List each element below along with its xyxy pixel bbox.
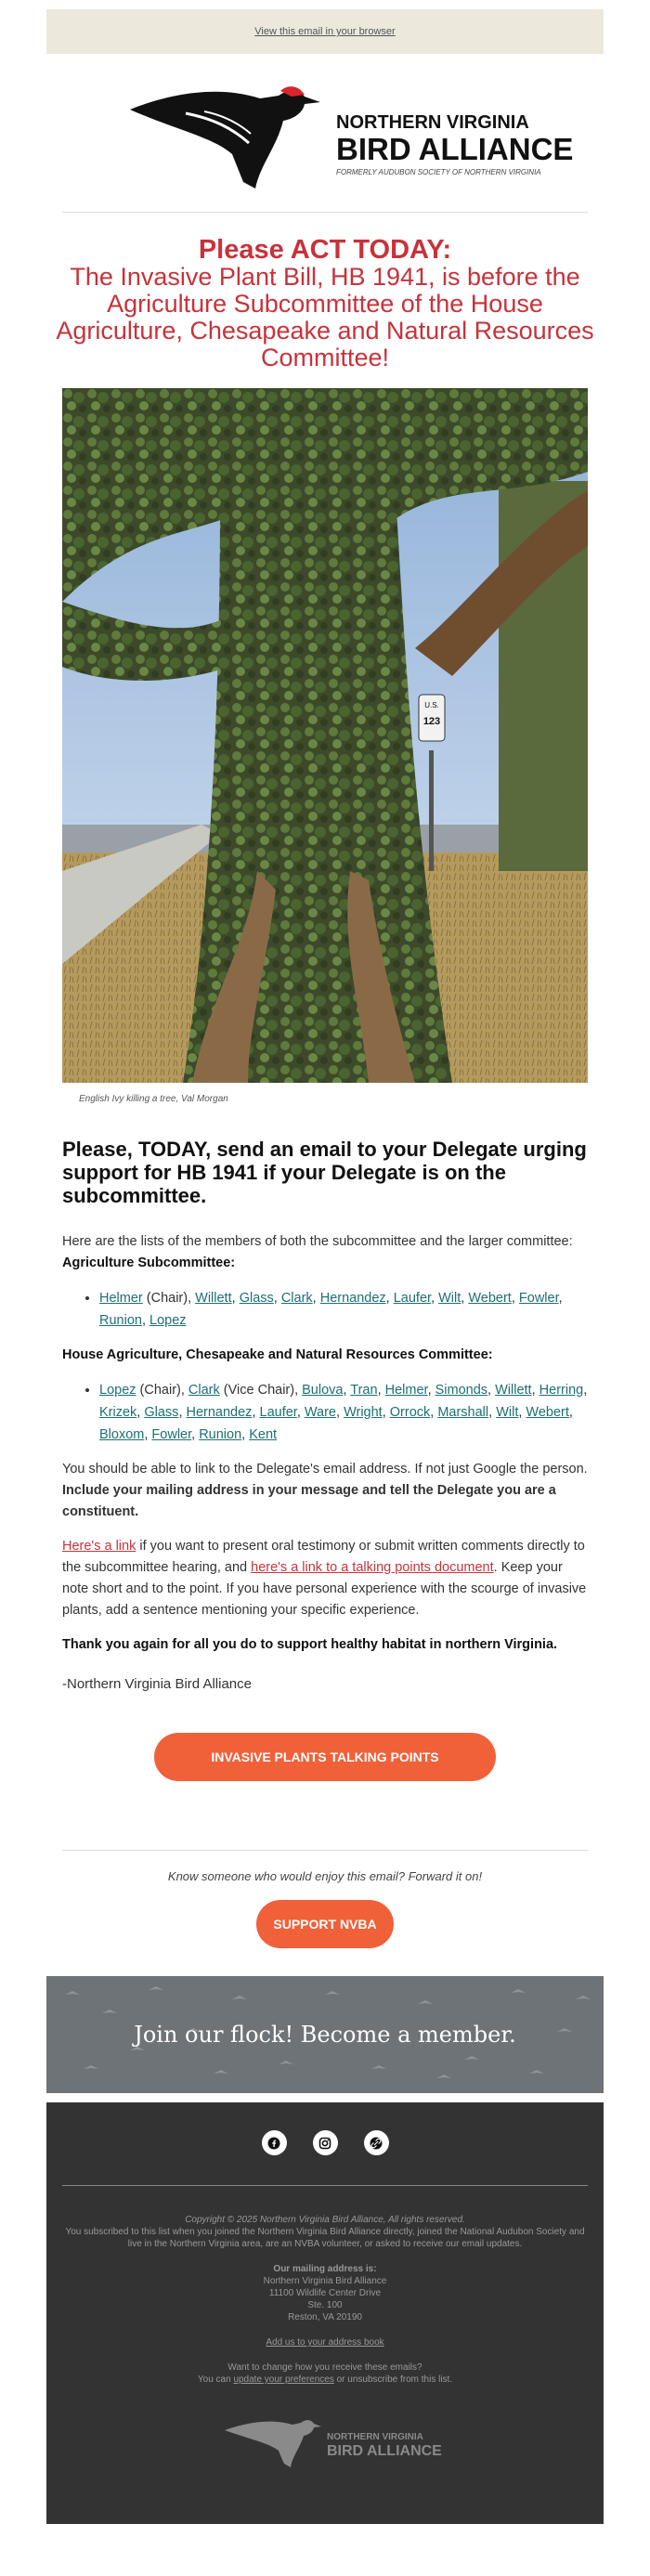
woodpecker-logo-icon <box>121 72 574 193</box>
svg-text:BIRD ALLIANCE: BIRD ALLIANCE <box>336 132 574 166</box>
social-links <box>46 2102 604 2155</box>
member-link[interactable]: Runion <box>99 1313 142 1328</box>
alert-subhead: The Invasive Plant Bill, HB 1941, is before the Agriculture Subcommittee of the House Agriculture, Chesapeake and Natural Resources Committee! <box>56 263 594 371</box>
testimony-text-2: . Keep your note short and to the point. If you have personal experience with the scourge of invasive plants, add a sentence mentioning your specific experience. <box>62 1560 587 1618</box>
mailing-address-line: Ste. 100 <box>307 2300 343 2310</box>
mailing-address-line: Reston, VA 20190 <box>288 2312 362 2322</box>
photo-caption: English Ivy killing a tree, Val Morgan <box>79 1094 228 1104</box>
change-prefs-text: Want to change how you receive these emails? <box>228 2362 422 2373</box>
list-item: • Helmer (Chair), Willett, Glass, Clark, Hernandez, Laufer, Wilt, Webert, Fowler, Runion, Lopez <box>99 1287 588 1332</box>
member-link[interactable]: Runion <box>199 1427 242 1442</box>
member-link[interactable]: Clark <box>188 1383 220 1398</box>
signature: -Northern Virginia Bird Alliance <box>62 1676 252 1692</box>
svg-text:FORMERLY AUDUBON SOCIETY OF NO: FORMERLY AUDUBON SOCIETY OF NORTHERN VIRGINIA <box>336 168 541 176</box>
member-link[interactable]: Ware <box>304 1405 336 1420</box>
svg-text:NORTHERN VIRGINIA: NORTHERN VIRGINIA <box>336 112 529 133</box>
nvba-logo[interactable] <box>46 54 604 212</box>
instagram-icon[interactable] <box>313 2130 338 2155</box>
subscription-reason: You subscribed to this list when you joined the Northern Virginia Bird Alliance directly, joined the National Audubon Society and live in the Northern Virginia area, are an NVBA volunteer, or asked to receive our email updates. <box>65 2227 585 2249</box>
alert-heading <box>56 237 594 371</box>
member-link[interactable]: Helmer <box>384 1383 428 1398</box>
subcommittee-label: Agriculture Subcommittee: <box>62 1255 236 1270</box>
mailing-address-line: 11100 Wildlife Center Drive <box>268 2288 382 2298</box>
add-to-address-book-link[interactable]: Add us to your address book <box>266 2337 384 2348</box>
member-link[interactable]: Simonds <box>435 1383 488 1398</box>
divider <box>62 212 588 213</box>
member-link[interactable]: Laufer <box>393 1291 432 1306</box>
talking-points-link[interactable]: here's a link to a talking points document <box>251 1560 494 1575</box>
alert-headline: Please ACT TODAY: <box>198 235 452 265</box>
chair-note: (Chair) <box>146 1291 188 1306</box>
testimony-text: if you want to present oral testimony or submit written comments directly to the subcommittee hearing, and <box>62 1539 585 1575</box>
instructions-text: You should be able to link to the Delegate's email address. If not just Google the person. <box>62 1462 588 1477</box>
member-link[interactable]: Tran <box>350 1383 378 1398</box>
member-link[interactable]: Orrock <box>389 1405 431 1420</box>
member-link[interactable]: Clark <box>280 1291 313 1306</box>
footer <box>46 2102 604 2524</box>
svg-text:123: 123 <box>422 716 441 727</box>
member-link[interactable]: Fowler <box>518 1291 559 1306</box>
support-container <box>46 1900 604 1948</box>
subcommittee-member-list <box>62 1287 588 1332</box>
woodpecker-logo-icon <box>223 2413 442 2469</box>
mailing-address-line: Northern Virginia Bird Alliance <box>263 2276 387 2286</box>
list-item: • Lopez (Chair), Clark (Vice Chair), Bulova, Tran, Helmer, Simonds, Willett, Herring, Krizek, Glass, Hernandez, Laufer, Ware, Wright, Orrock, Marshall, Wilt, Webert, Bloxom, Fowler, Runion, Kent <box>99 1379 588 1446</box>
ivy-tree-photo <box>62 388 588 1083</box>
member-link[interactable]: Lopez <box>99 1383 136 1398</box>
svg-text:BIRD ALLIANCE: BIRD ALLIANCE <box>327 2443 442 2459</box>
view-in-browser-bar <box>46 9 604 54</box>
intro-text: Here are the lists of the members of both the subcommittee and the larger committee: <box>62 1234 573 1249</box>
member-link[interactable]: Lopez <box>150 1313 187 1328</box>
copyright-text: Copyright © 2025 Northern Virginia Bird Alliance, All rights reserved. <box>185 2215 465 2225</box>
chair-note: (Chair) <box>139 1383 181 1398</box>
unsubscribe-text: or unsubscribe from this list. <box>336 2374 453 2385</box>
member-link[interactable]: Willett <box>195 1291 232 1306</box>
member-link[interactable]: Glass <box>239 1291 274 1306</box>
update-preferences-link[interactable]: update your preferences <box>233 2374 334 2385</box>
footer-text <box>46 2186 604 2386</box>
member-link[interactable]: Willett <box>495 1383 532 1398</box>
ivy-tree-image-icon <box>62 388 588 1083</box>
committee-member-list <box>62 1379 588 1446</box>
link-icon[interactable] <box>364 2130 389 2155</box>
member-link[interactable]: Webert <box>526 1405 569 1420</box>
member-link[interactable]: Bloxom <box>99 1427 145 1442</box>
support-nvba-button[interactable]: SUPPORT NVBA <box>256 1900 394 1948</box>
member-link[interactable]: Helmer <box>99 1291 143 1306</box>
member-link[interactable]: Wright <box>344 1405 383 1420</box>
member-link[interactable]: Laufer <box>259 1405 297 1420</box>
testimony-link[interactable]: Here's a link <box>62 1539 136 1554</box>
member-link[interactable]: Webert <box>468 1291 512 1306</box>
membership-banner[interactable] <box>46 1976 604 2093</box>
email-container <box>46 9 604 2524</box>
mailing-address-label: Our mailing address is: <box>273 2264 377 2274</box>
email-instructions <box>62 1459 588 1523</box>
view-in-browser-link[interactable]: View this email in your browser <box>254 26 396 37</box>
facebook-icon[interactable] <box>262 2130 287 2155</box>
email-body <box>62 1138 588 1692</box>
membership-banner-text: Join our flock! Become a member. <box>134 2022 516 2048</box>
member-link[interactable]: Fowler <box>151 1427 192 1442</box>
testimony-paragraph <box>62 1536 588 1621</box>
call-to-action-heading: Please, TODAY, send an email to your Delegate urging support for HB 1941 if your Delegate is on the subcommittee. <box>62 1138 587 1207</box>
talking-points-button[interactable]: INVASIVE PLANTS TALKING POINTS DOCUMENT <box>154 1733 496 1781</box>
thanks-text: Thank you again for all you do to support healthy habitat in northern Virginia. <box>62 1637 558 1652</box>
preferences-line <box>62 2374 588 2386</box>
cta-container <box>46 1733 604 1815</box>
member-link[interactable]: Herring <box>539 1383 584 1398</box>
divider <box>62 1850 588 1851</box>
member-link[interactable]: Marshall <box>437 1405 489 1420</box>
member-link[interactable]: Hernandez <box>319 1291 386 1306</box>
svg-text:NORTHERN VIRGINIA: NORTHERN VIRGINIA <box>327 2432 423 2442</box>
instructions-emphasis: Include your mailing address in your message and tell the Delegate you are a constituent. <box>62 1483 556 1519</box>
member-link[interactable]: Wilt <box>438 1291 462 1306</box>
you-can-text: You can <box>197 2374 231 2385</box>
forward-text: Know someone who would enjoy this email? Forward it on! <box>167 1869 483 1883</box>
member-link[interactable]: Krizek <box>99 1405 137 1420</box>
member-link[interactable]: Hernandez <box>186 1405 253 1420</box>
member-link[interactable]: Wilt <box>496 1405 519 1420</box>
member-link[interactable]: Glass <box>144 1405 179 1420</box>
committee-label: House Agriculture, Chesapeake and Natural Resources Committee: <box>62 1347 493 1362</box>
vice-chair-note: (Vice Chair) <box>223 1383 295 1398</box>
member-link[interactable]: Bulova <box>302 1383 344 1398</box>
footer-logo[interactable] <box>46 2413 604 2469</box>
member-link[interactable]: Kent <box>249 1427 278 1442</box>
svg-text:U.S.: U.S. <box>424 701 439 709</box>
